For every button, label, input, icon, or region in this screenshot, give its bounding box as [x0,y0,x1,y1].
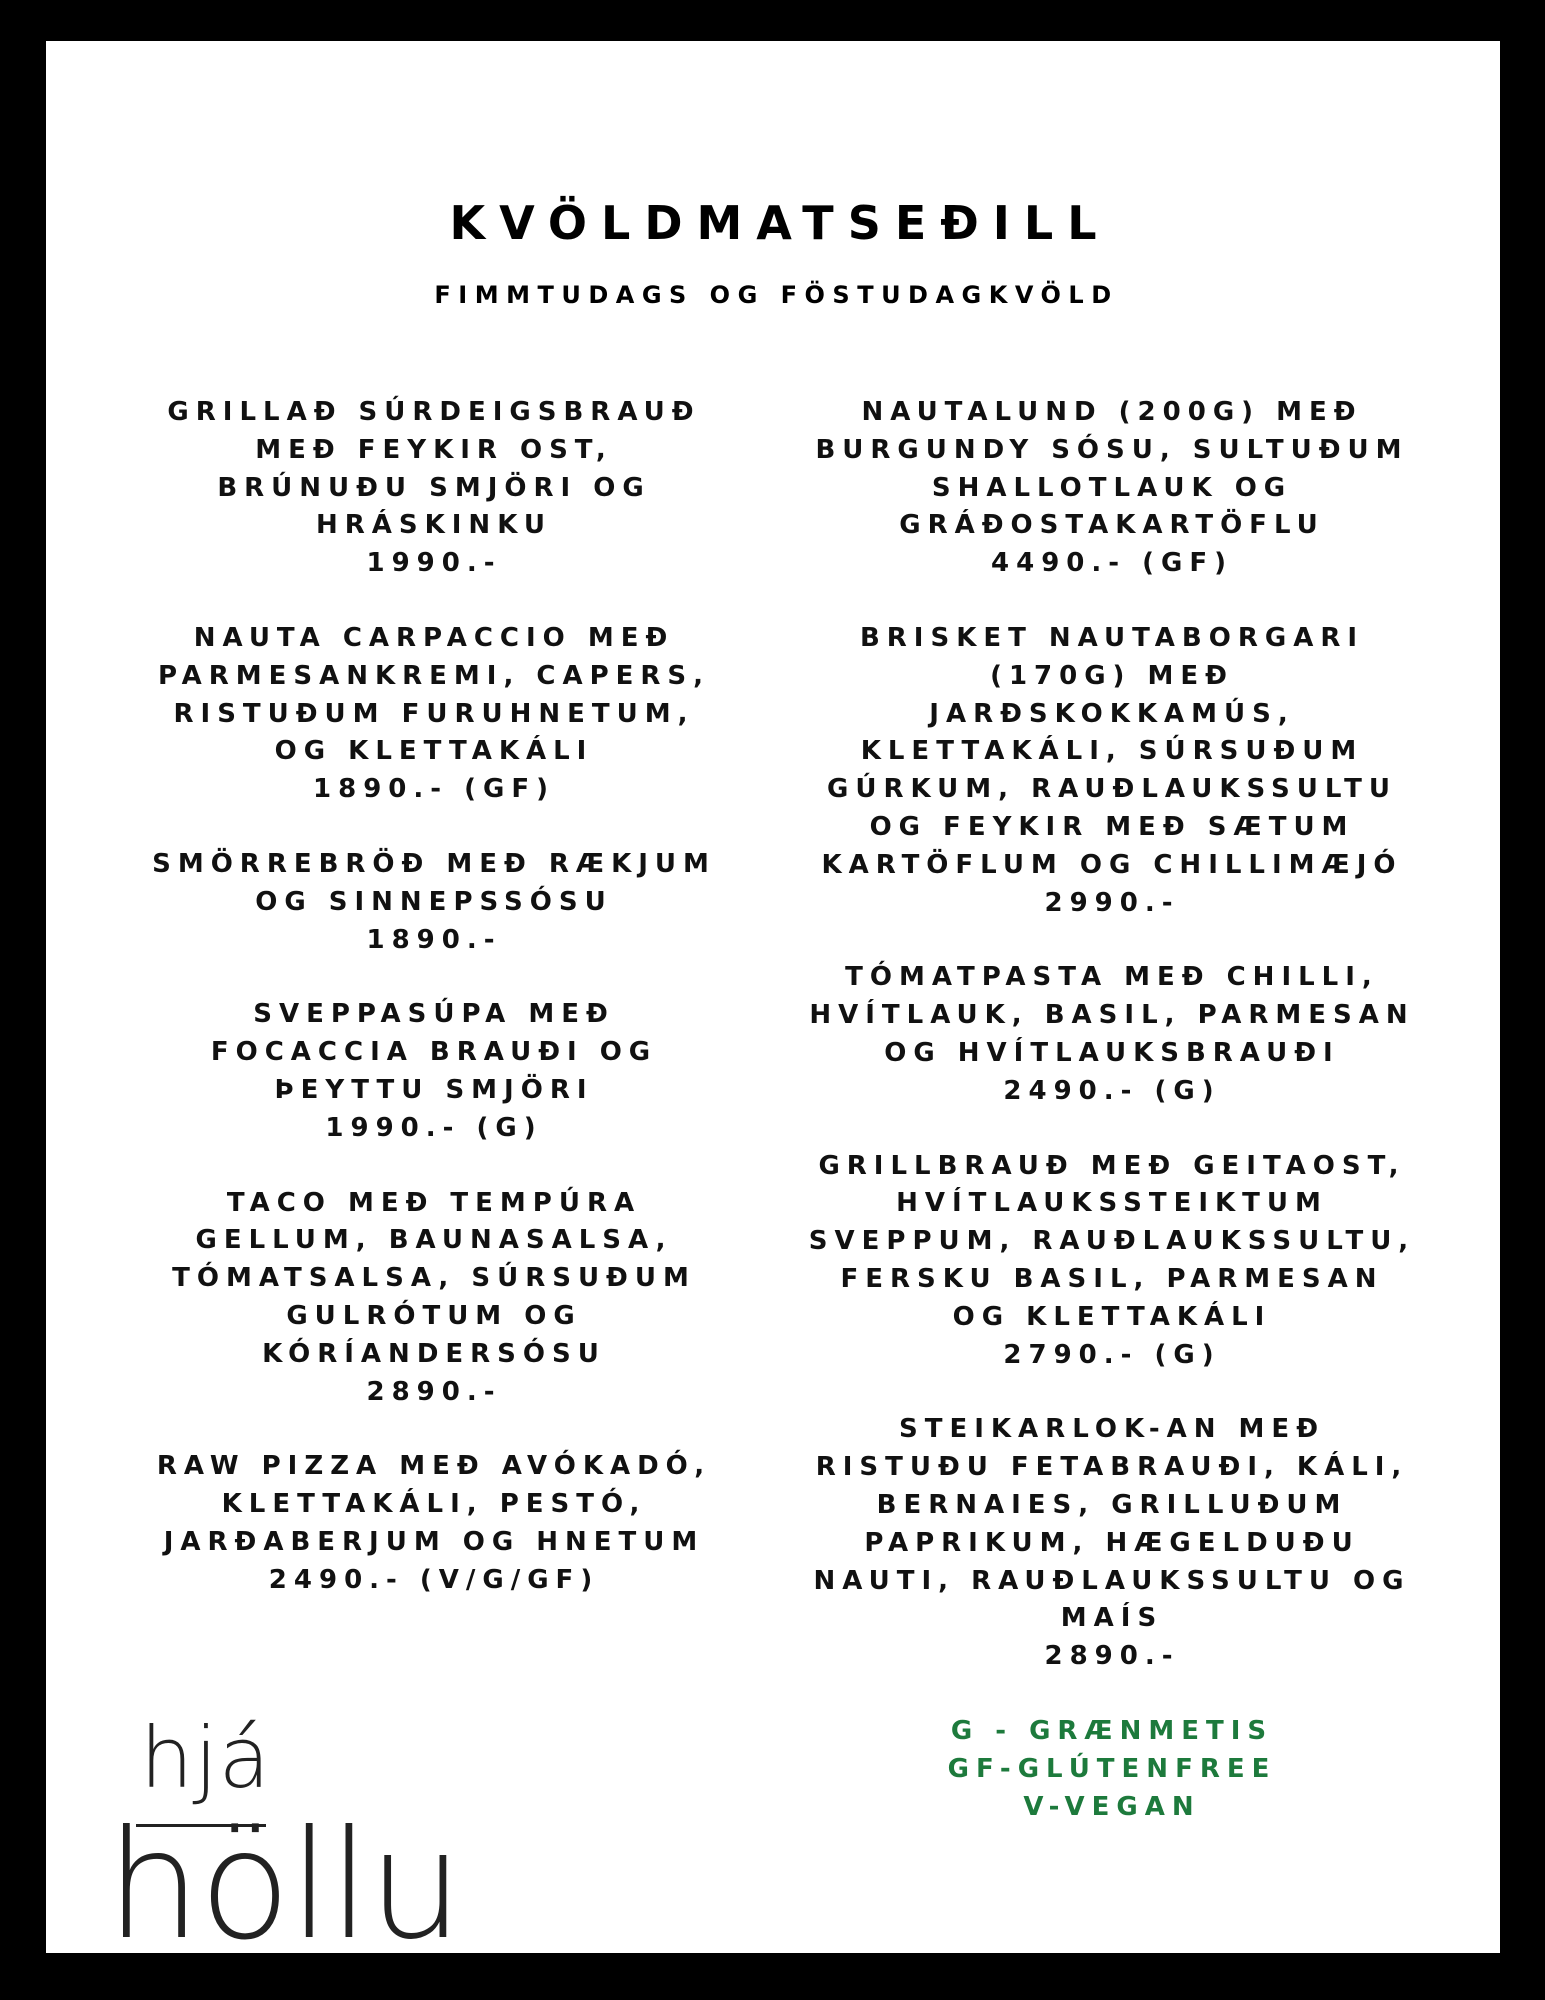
menu-item-description: (170G) MEÐ [990,660,1234,691]
menu-item [802,394,1422,583]
menu-item [802,1148,1422,1375]
menu-item-description: FERSKU BASIL, PARMESAN [840,1263,1384,1294]
menu-item-description: RAW PIZZA MEÐ AVÓKADÓ, [156,1451,712,1482]
menu-item-description: NAUTALUND (200G) MEÐ [861,397,1363,427]
menu-item-price: 1890.- (GF) [313,774,555,805]
menu-item-description: HVÍTLAUKSSTEIKTUM [896,1188,1328,1219]
menu-item-price: 4490.- (GF) [991,548,1233,579]
menu-item-price: 2490.- (V/G/GF) [268,1564,600,1595]
menu-item-price: 2490.- (G) [1003,1075,1221,1106]
menu-item-description: GÚRKUM, RAUÐLAUKSSULTU [827,774,1397,805]
menu-subtitle: FIMMTUDAGS OG FÖSTUDAGKVÖLD [434,281,1119,309]
menu-title: KVÖLDMATSEÐILL [449,196,1111,250]
legend-line: V-VEGAN [1023,1791,1201,1822]
menu-item-description: OG FEYKIR MEÐ SÆTUM [869,811,1355,842]
menu-item [802,959,1422,1110]
menu-item-description: BERNAIES, GRILLUÐUM [876,1489,1348,1520]
menu-item-description: KLETTAKÁLI, PESTÓ, [221,1489,647,1520]
menu-item-description: GRILLAÐ SÚRDEIGSBRAUÐ [167,397,701,427]
menu-item-description: BRISKET NAUTABORGARI [859,622,1365,653]
restaurant-logo [106,1709,462,1976]
menu-item-description: SHALLOTLAUK OG [931,472,1293,503]
menu-item-price: 2990.- [1044,887,1180,918]
menu-item-description: TÓMATSALSA, SÚRSUÐUM [172,1263,696,1294]
menu-item [124,1448,744,1599]
menu-item-description: JARÐABERJUM OG HNETUM [163,1526,705,1557]
logo-bottom-text: höllu [106,1799,462,1973]
legend-line: GF-GLÚTENFREE [947,1753,1277,1784]
menu-item-description: FOCACCIA BRAUÐI OG [210,1037,658,1068]
menu-item-description: KARTÖFLUM OG CHILLIMÆJÓ [821,849,1403,880]
menu-item-description: GELLUM, BAUNASALSA, [195,1225,673,1256]
menu-item-description: MAÍS [1060,1603,1164,1634]
menu-item-price: 1890.- [366,924,502,955]
right-menu-column [802,394,1422,1826]
menu-item [802,620,1422,922]
menu-item-description: OG KLETTAKÁLI [952,1301,1272,1332]
menu-item-description: NAUTI, RAUÐLAUKSSULTU OG [813,1565,1411,1596]
menu-item-description: SVEPPUM, RAUÐLAUKSSULTU, [808,1226,1416,1257]
menu-item-description: MEÐ FEYKIR OST, [255,434,613,465]
legend-line: G - GRÆNMETIS [950,1715,1274,1746]
menu-item-description: KLETTAKÁLI, SÚRSUÐUM [860,736,1364,767]
menu-item [802,1411,1422,1676]
menu-item-price: 2790.- (G) [1003,1339,1221,1370]
menu-item-description: OG SINNEPSSÓSU [255,886,613,917]
menu-item-description: RISTUÐU FETABRAUÐI, KÁLI, [815,1452,1409,1483]
menu-item-description: HRÁSKINKU [315,510,552,541]
menu-item-description: NAUTA CARPACCIO MEÐ [193,622,675,653]
menu-item-price: 1990.- [366,548,502,579]
menu-item-description: HVÍTLAUK, BASIL, PARMESAN [809,1000,1415,1031]
dietary-legend [802,1713,1422,1826]
menu-item-description: RISTUÐUM FURUHNETUM, [173,698,695,729]
right-menu-items [802,394,1422,1676]
menu-item-price: 1990.- (G) [325,1112,543,1143]
menu-item-description: PARMESANKREMI, CAPERS, [157,660,711,691]
menu-item [124,394,744,583]
menu-item-description: PAPRIKUM, HÆGELDUÐU [864,1527,1360,1558]
menu-item-description: GULRÓTUM OG [286,1300,582,1331]
menu-item-description: JARÐSKOKKAMÚS, [929,698,1295,729]
menu-item-description: TACO MEÐ TEMPÚRA [226,1187,642,1218]
menu-item-description: ÞEYTTU SMJÖRI [274,1074,594,1105]
menu-item-description: SVEPPASÚPA MEÐ [253,999,615,1030]
menu-item [124,620,744,809]
menu-item-price: 2890.- [366,1376,502,1407]
menu-item [124,996,744,1147]
menu-item-description: STEIKARLOK-AN MEÐ [899,1414,1325,1445]
menu-item-description: BURGUNDY SÓSU, SULTUÐUM [815,434,1409,465]
menu-page [46,41,1500,1973]
menu-item [124,1185,744,1412]
menu-item-description: KÓRÍANDERSÓSU [262,1338,606,1369]
menu-item-description: GRILLBRAUÐ MEÐ GEITAOST, [818,1150,1406,1181]
menu-item-price: 2890.- [1044,1641,1180,1672]
left-menu-column [124,394,744,1637]
logo-top-text: hjá [140,1709,272,1807]
menu-item-description: OG KLETTAKÁLI [274,736,594,767]
menu-item-description: OG HVÍTLAUKSBRAUÐI [884,1037,1340,1068]
menu-item-description: TÓMATPASTA MEÐ CHILLI, [845,962,1379,993]
menu-item-description: SMÖRREBRÖÐ MEÐ RÆKJUM [152,848,716,879]
menu-item-description: GRÁÐOSTAKARTÖFLU [899,510,1325,541]
menu-item-description: BRÚNUÐU SMJÖRI OG [217,472,651,503]
menu-item [124,846,744,959]
